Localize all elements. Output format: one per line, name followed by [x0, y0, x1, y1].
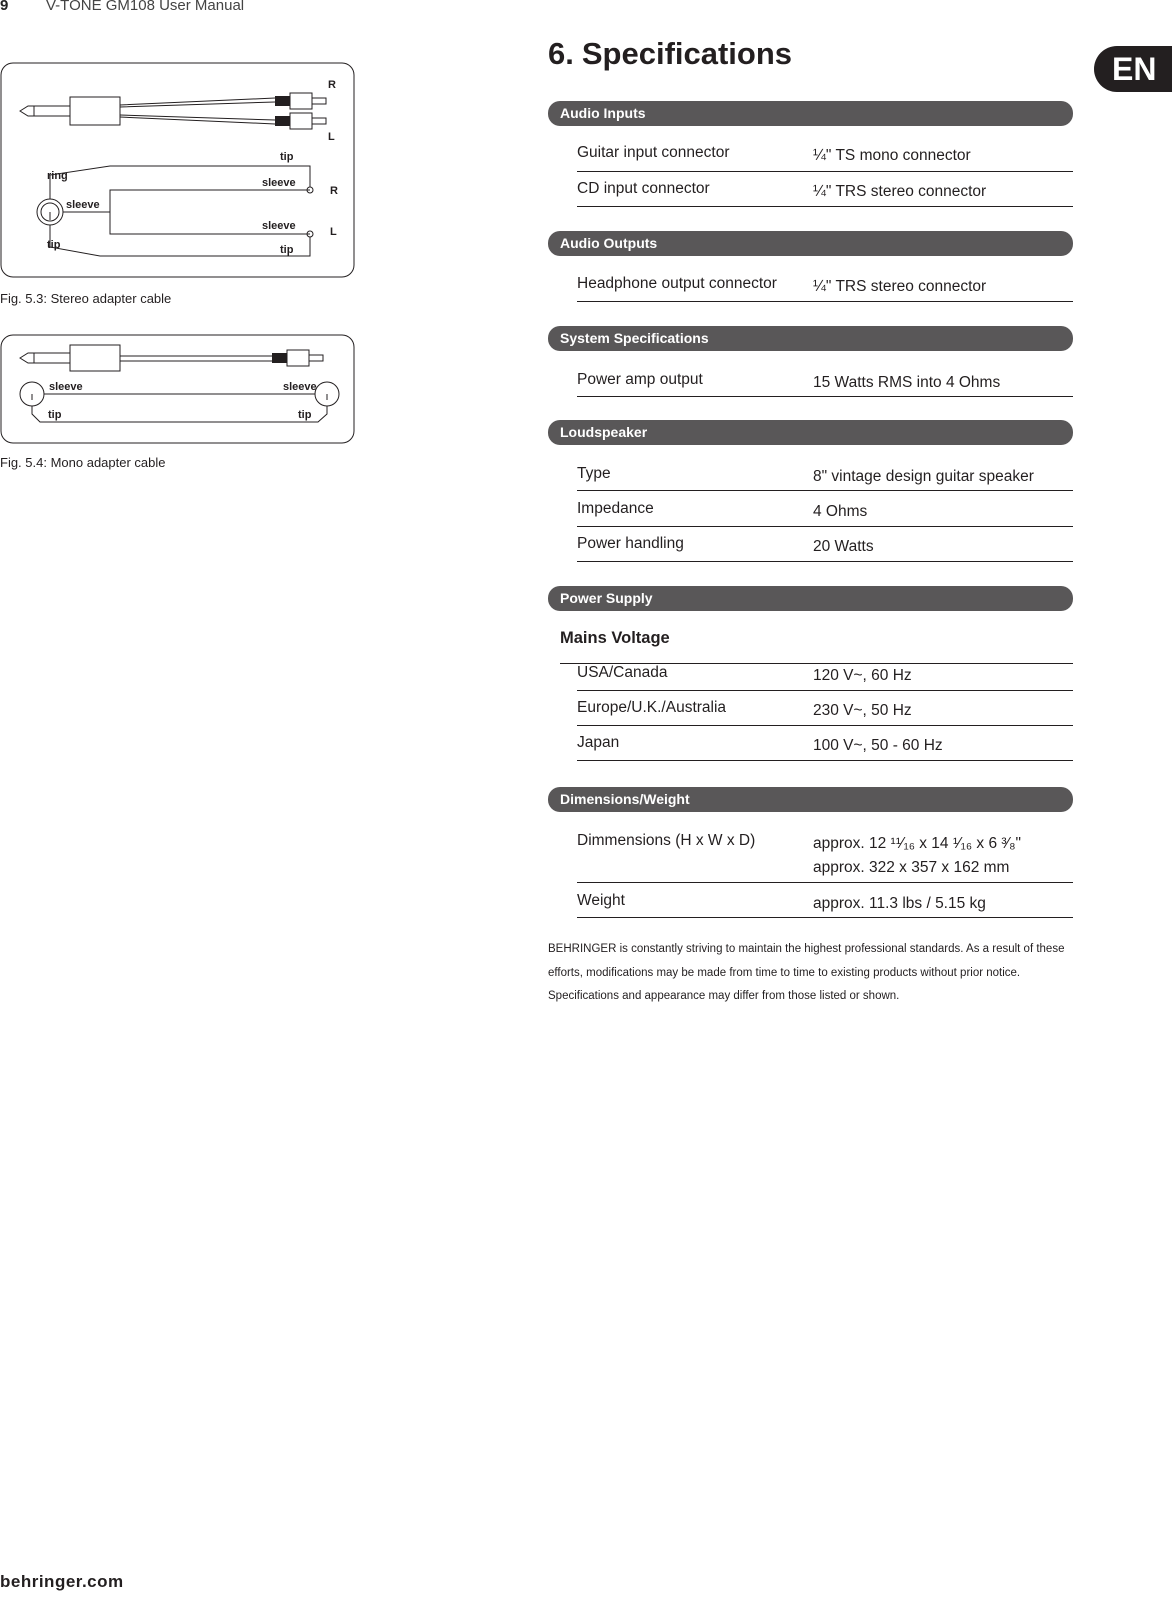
- spec-value: 20 Watts: [813, 538, 874, 555]
- mono-cable-diagram: [0, 334, 356, 446]
- brand-footer: behringer.com: [0, 1572, 124, 1591]
- spec-row: [577, 535, 1073, 562]
- label-sleeve-mid: sleeve: [66, 199, 100, 211]
- label-R-top: R: [328, 79, 336, 91]
- spec-label: Power handling: [577, 535, 684, 552]
- label-sleeve-L: sleeve: [262, 220, 296, 232]
- label-tip-left: tip: [48, 409, 62, 421]
- spec-value: ¼" TRS stereo connector: [813, 183, 987, 200]
- spec-value: 230 V~, 50 Hz: [813, 702, 912, 719]
- spec-row: [577, 832, 1073, 883]
- spec-row: [577, 664, 1073, 691]
- spec-value: ¼" TRS stereo connector: [813, 278, 987, 295]
- spec-value: 8" vintage design guitar speaker: [813, 468, 1034, 485]
- spec-row: [577, 371, 1073, 397]
- label-tip-bottom: tip: [280, 244, 294, 256]
- spec-row: [577, 144, 1073, 172]
- section-bar-power-supply: Power Supply: [548, 586, 1073, 611]
- spec-value: approx. 11.3 lbs / 5.15 kg: [813, 895, 986, 912]
- label-R-mid: R: [330, 185, 338, 197]
- label-L-mid: L: [330, 226, 337, 238]
- page-number: 9: [0, 0, 9, 14]
- label-sleeve-left: sleeve: [49, 381, 83, 393]
- spec-value: 120 V~, 60 Hz: [813, 667, 912, 684]
- page-title: [548, 36, 792, 72]
- section-bar-loudspeaker: Loudspeaker: [548, 420, 1073, 445]
- spec-value-line1: approx. 12 ¹¹⁄₁₆ x 14 ¹⁄₁₆ x 6 ³⁄₈": [813, 835, 1022, 852]
- mains-voltage-subheading: Mains Voltage: [560, 629, 1073, 664]
- spec-row: [577, 180, 1073, 207]
- stereo-adapter-figure: [0, 62, 356, 280]
- spec-label: Weight: [577, 892, 625, 909]
- spec-row: [577, 500, 1073, 527]
- label-tip-left: tip: [47, 239, 61, 251]
- manual-title: V-TONE GM108 User Manual: [46, 0, 245, 14]
- section-bar-system-specifications: System Specifications: [548, 326, 1073, 351]
- label-L-top: L: [328, 131, 335, 143]
- section-number: 6.: [548, 36, 574, 71]
- spec-row: [577, 275, 1073, 302]
- spec-label: Impedance: [577, 500, 654, 517]
- spec-label: Type: [577, 465, 611, 482]
- label-ring: ring: [47, 170, 68, 182]
- spec-value: 100 V~, 50 - 60 Hz: [813, 737, 943, 754]
- spec-label: CD input connector: [577, 180, 710, 197]
- disclaimer-text: BEHRINGER is constantly striving to maintain the highest professional standards. As a result of these efforts, modifications may be made from time to time to existing products without prior notice. Specifications and appearance may differ from those listed or shown.: [548, 943, 1065, 1002]
- label-sleeve-right: sleeve: [283, 381, 317, 393]
- spec-label: Power amp output: [577, 371, 703, 388]
- mono-figure-caption: Fig. 5.4: Mono adapter cable: [0, 455, 166, 470]
- spec-label: Japan: [577, 734, 620, 751]
- section-bar-audio-inputs: Audio Inputs: [548, 101, 1073, 126]
- spec-value: 4 Ohms: [813, 503, 868, 520]
- spec-row: [577, 892, 1073, 918]
- spec-label: USA/Canada: [577, 664, 668, 681]
- spec-label: Dimmensions (H x W x D): [577, 832, 756, 849]
- spec-value: ¼" TS mono connector: [813, 147, 971, 164]
- spec-label: Guitar input connector: [577, 144, 730, 161]
- stereo-figure-caption: Fig. 5.3: Stereo adapter cable: [0, 291, 172, 306]
- section-bar-audio-outputs: Audio Outputs: [548, 231, 1073, 256]
- spec-value-line2: approx. 322 x 357 x 162 mm: [813, 859, 1010, 876]
- section-bar-dimensions-weight: Dimensions/Weight: [548, 787, 1073, 812]
- label-tip-right: tip: [298, 409, 312, 421]
- spec-label: Europe/U.K./Australia: [577, 699, 727, 716]
- spec-value: 15 Watts RMS into 4 Ohms: [813, 374, 1001, 391]
- mono-adapter-figure: [0, 334, 356, 446]
- spec-row: [577, 465, 1073, 491]
- label-sleeve-R: sleeve: [262, 177, 296, 189]
- spec-label: Headphone output connector: [577, 275, 777, 292]
- language-tab: EN: [1094, 46, 1172, 92]
- spec-row: [577, 699, 1073, 726]
- spec-row: [577, 734, 1073, 761]
- label-tip-top: tip: [280, 151, 294, 163]
- stereo-cable-diagram: [0, 62, 356, 280]
- section-title: Specifications: [581, 36, 793, 71]
